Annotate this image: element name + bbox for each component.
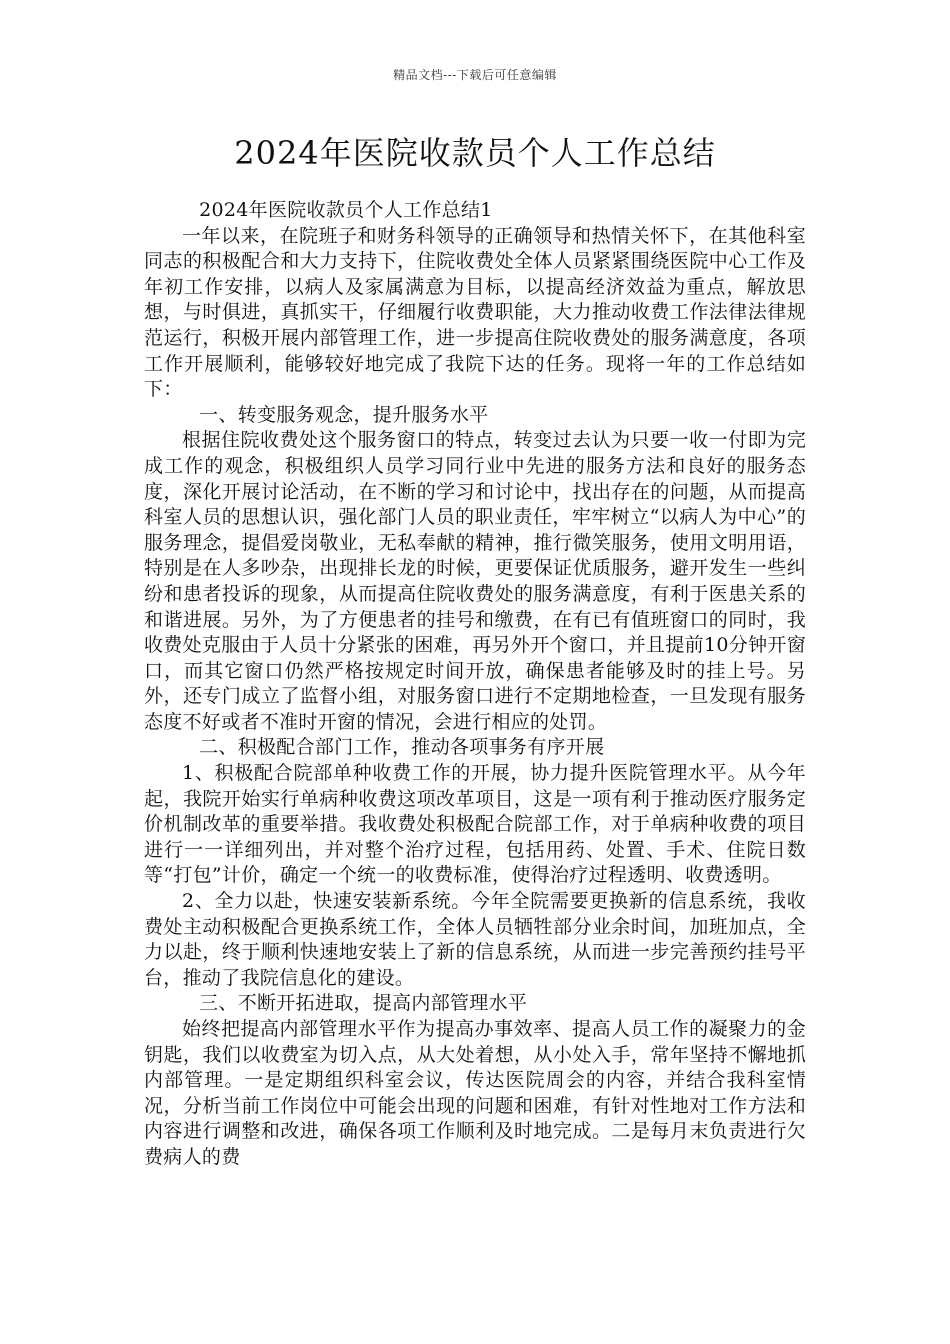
body-paragraph-4: 始终把提高内部管理水平作为提高办事效率、提高人员工作的凝聚力的金钥匙，我们以收费室为切入点，从大处着想，从小处入手，常年坚持不懈地抓内部管理。一是定期组织科室会议，传达医院周会的内容，并结合我科室情况，分析当前工作岗位中可能会出现的问题和困难，有针对性地对工作方法和内容进行调整和改进，确保各项工作顺利及时地完成。二是每月末负责进行欠费病人的费	[144, 1018, 806, 1168]
body-paragraph-1: 根据住院收费处这个服务窗口的特点，转变过去认为只要一收一付即为完成工作的观念，积极组织人员学习同行业中先进的服务方法和良好的服务态度，深化开展讨论活动，在不断的学习和讨论中，找出存在的问题，从而提高科室人员的思想认识，强化部门人员的职业责任，牢牢树立“以病人为中心”的服务理念，提倡爱岗敬业，无私奉献的精神，推行微笑服务，使用文明用语，特别是在人多吵杂，出现排长龙的时候，更要保证优质服务，避开发生一些纠纷和患者投诉的现象，从而提高住院收费处的服务满意度，有利于医患关系的和谐进展。另外，为了方便患者的挂号和缴费，在有已有值班窗口的同时，我收费处克服由于人员十分紧张的困难，再另外开个窗口，并且提前10分钟开窗口，而其它窗口仍然严格按规定时间开放，确保患者能够及时的挂上号。另外，还专门成立了监督小组，对服务窗口进行不定期地检查，一旦发现有服务态度不好或者不准时开窗的情况，会进行相应的处罚。	[144, 429, 806, 733]
section-heading-3: 三、不断开拓进取，提高内部管理水平	[199, 992, 528, 1015]
section-subtitle: 2024年医院收款员个人工作总结1	[199, 199, 493, 221]
intro-paragraph: 一年以来，在院班子和财务科领导的正确领导和热情关怀下，在其他科室同志的积极配合和大力支持下，住院收费处全体人员紧紧围绕医院中心工作及年初工作安排，以病人及家属满意为目标，以提高经济效益为重点，解放思想，与时俱进，真抓实干，仔细履行收费职能，大力推动收费工作法律法律规范运行，积极开展内部管理工作，进一步提高住院收费处的服务满意度，各项工作开展顺利，能够较好地完成了我院下达的任务。现将一年的工作总结如下：	[144, 224, 806, 401]
body-paragraph-3: 2、全力以赴，快速安装新系统。今年全院需要更换新的信息系统，我收费处主动积极配合更换系统工作，全体人员牺牲部分业余时间，加班加点，全力以赴，终于顺利快速地安装上了新的信息系统，从而进一步完善预约挂号平台，推动了我院信息化的建设。	[144, 890, 806, 989]
document-header-note: 精品文档---下载后可任意编辑	[393, 68, 557, 82]
document-title: 2024年医院收款员个人工作总结	[234, 134, 716, 172]
document-body	[144, 198, 806, 1171]
section-heading-1: 一、转变服务观念，提升服务水平	[199, 403, 489, 426]
body-paragraph-2: 1、积极配合院部单种收费工作的开展，协力提升医院管理水平。从今年起，我院开始实行单病种收费这项改革项目，这是一项有利于推动医疗服务定价机制改革的重要举措。我收费处积极配合院部工作，对于单病种收费的项目进行一一详细列出，并对整个治疗过程，包括用药、处置、手术、住院日数等“打包”计价，确定一个统一的收费标准，使得治疗过程透明、收费透明。	[144, 762, 806, 887]
section-heading-2: 二、积极配合部门工作，推动各项事务有序开展	[199, 736, 605, 759]
